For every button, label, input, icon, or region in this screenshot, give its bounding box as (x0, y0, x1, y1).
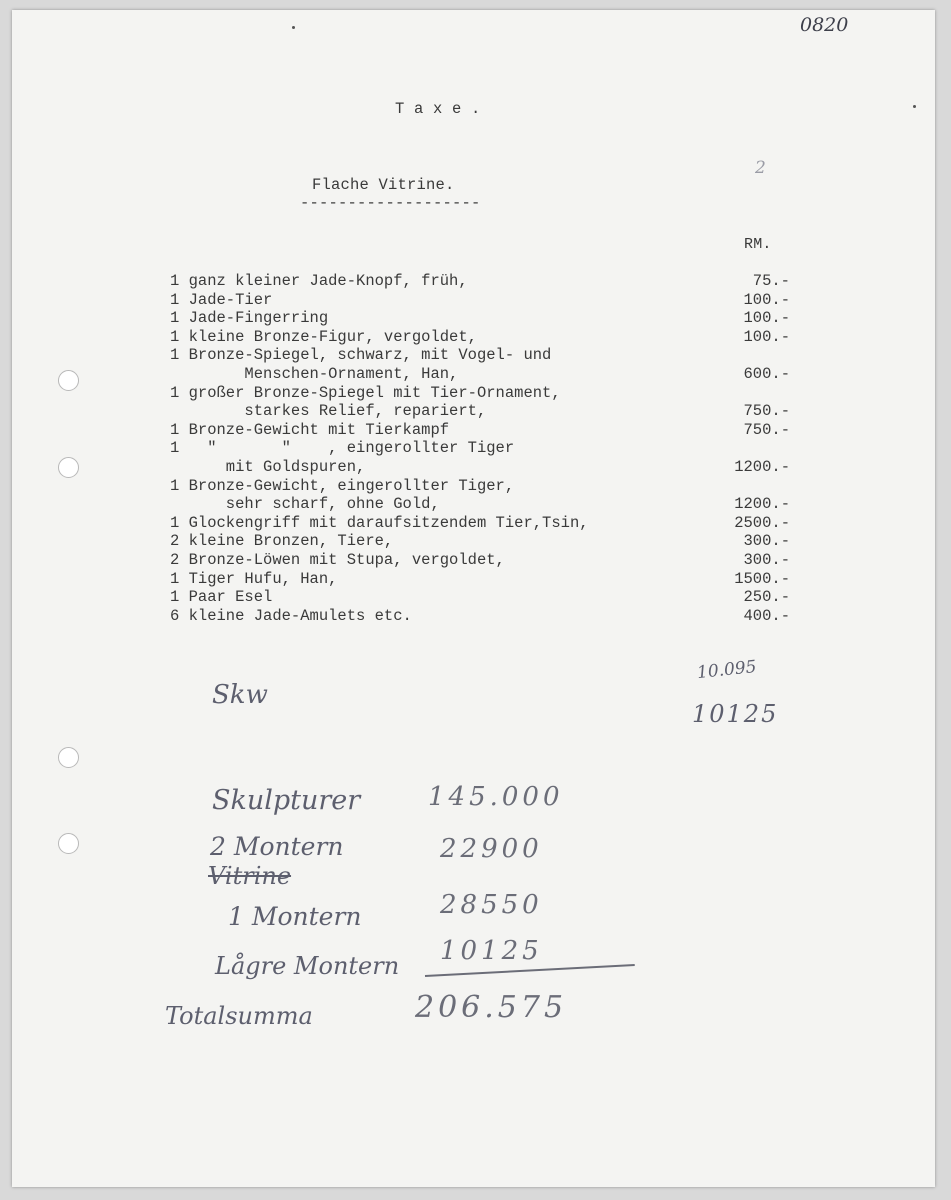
item-text: 1 Jade-Tier (170, 290, 273, 309)
item-text: 1 Glockengriff mit daraufsitzendem Tier,Tsin, (170, 513, 589, 532)
total-value: 10125 (440, 936, 543, 966)
handwritten-sum-2: 10125 (692, 700, 779, 728)
item-text: 6 kleine Jade-Amulets etc. (170, 606, 412, 625)
item-text: 1 Bronze-Spiegel, schwarz, mit Vogel- und (170, 346, 552, 365)
list-item (170, 551, 790, 570)
item-price: 100.- (743, 327, 790, 346)
item-text: 1 " " , eingerollter Tiger (170, 439, 515, 458)
document-title: T a x e . (395, 100, 481, 118)
item-price: 300.- (743, 532, 790, 551)
total-label: Skulpturer (212, 785, 361, 816)
handwritten-note: Skw (212, 680, 268, 710)
item-text: 2 kleine Bronzen, Tiere, (170, 532, 394, 551)
list-item (170, 384, 790, 403)
item-text: 1 Jade-Fingerring (170, 309, 329, 328)
item-price: 1200.- (734, 495, 790, 514)
document-subtitle: Flache Vitrine. (312, 176, 455, 194)
speck (292, 26, 295, 29)
grand-total-value: 206.575 (415, 990, 568, 1025)
item-price: 250.- (743, 588, 790, 607)
list-item (170, 421, 790, 440)
list-item (170, 532, 790, 551)
item-price: 600.- (743, 364, 790, 383)
item-text: Menschen-Ornament, Han, (170, 364, 459, 383)
item-price: 100.- (743, 290, 790, 309)
speck (913, 105, 916, 108)
margin-mark: 2 (755, 158, 766, 178)
punch-hole (58, 370, 79, 391)
item-price: 750.- (743, 420, 790, 439)
list-item (170, 477, 790, 496)
total-label: 1 Montern (228, 902, 362, 931)
list-item-continuation (170, 365, 790, 384)
item-text: 1 Bronze-Gewicht mit Tierkampf (170, 420, 450, 439)
item-text: mit Goldspuren, (170, 457, 366, 476)
punch-hole (58, 747, 79, 768)
list-item (170, 607, 790, 626)
list-item (170, 514, 790, 533)
list-item (170, 272, 790, 291)
item-text: 1 großer Bronze-Spiegel mit Tier-Ornament, (170, 383, 561, 402)
item-price: 2500.- (734, 513, 790, 532)
page-number: 0820 (800, 14, 849, 36)
list-item (170, 570, 790, 589)
list-item (170, 309, 790, 328)
total-label: Lågre Montern (215, 952, 400, 980)
item-text: starkes Relief, repariert, (170, 402, 487, 421)
item-price: 75.- (752, 272, 790, 290)
item-price: 300.- (743, 550, 790, 569)
item-text: 1 kleine Bronze-Figur, vergoldet, (170, 327, 477, 346)
list-item (170, 588, 790, 607)
item-price: 400.- (743, 606, 790, 625)
grand-total-label: Totalsumma (165, 1002, 313, 1030)
item-price: 1500.- (734, 569, 790, 588)
item-list (170, 272, 790, 625)
item-text: 2 Bronze-Löwen mit Stupa, vergoldet, (170, 550, 505, 569)
punch-hole (58, 457, 79, 478)
total-value: 28550 (440, 890, 543, 920)
currency-header: RM. (744, 236, 772, 253)
subtitle-underline: ------------------- (300, 194, 481, 212)
item-price: 750.- (743, 402, 790, 421)
item-text: 1 Tiger Hufu, Han, (170, 569, 338, 588)
list-item (170, 328, 790, 347)
list-item (170, 346, 790, 365)
list-item-continuation (170, 495, 790, 514)
item-text: 1 ganz kleiner Jade-Knopf, früh, (170, 272, 468, 290)
item-price: 1200.- (734, 457, 790, 476)
item-text: sehr scharf, ohne Gold, (170, 495, 440, 514)
list-item-continuation (170, 402, 790, 421)
list-item-continuation (170, 458, 790, 477)
punch-hole (58, 833, 79, 854)
total-value: 145.000 (428, 782, 564, 812)
total-value: 22900 (440, 834, 543, 864)
item-text: 1 Paar Esel (170, 588, 273, 607)
handwritten-sum: 10.095 (696, 656, 758, 684)
item-text: 1 Bronze-Gewicht, eingerollter Tiger, (170, 476, 515, 495)
list-item (170, 291, 790, 310)
total-label: 2 Montern (210, 832, 344, 861)
struck-label: Vitrine (208, 862, 292, 890)
list-item (170, 439, 790, 458)
item-price: 100.- (743, 309, 790, 328)
